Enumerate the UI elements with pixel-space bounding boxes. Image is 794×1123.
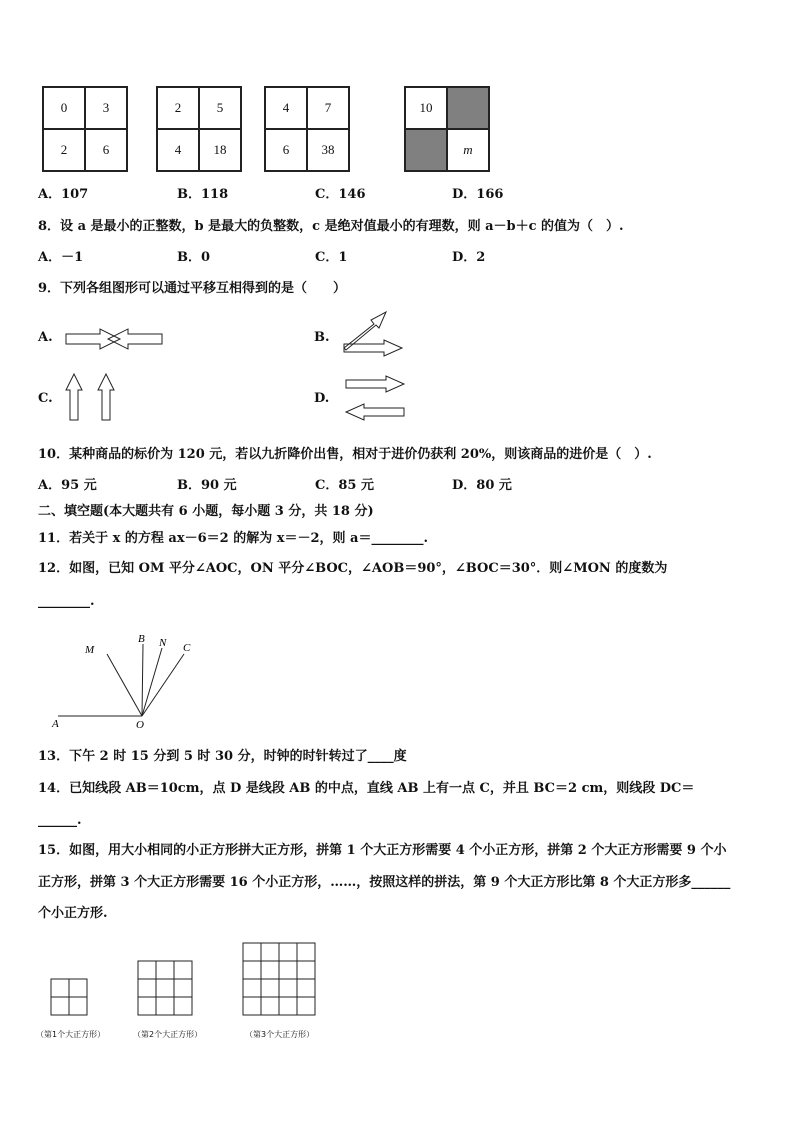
grid-cell-shaded [447, 87, 489, 129]
q7-grid-2 [156, 86, 242, 172]
q10-option-c[interactable]: C．85 元 [315, 478, 374, 493]
q13-text: 13．下午 2 时 15 分到 5 时 30 分，时钟的时针转过了____度 [38, 749, 407, 764]
q10-option-a[interactable]: A．95 元 [38, 478, 97, 493]
section-heading: 二、填空题(本大题共有 6 小题，每小题 3 分，共 18 分) [38, 504, 374, 519]
q8-option-b[interactable]: B．0 [177, 250, 211, 265]
q9-figure-a [64, 326, 166, 352]
q14-blank: ______. [38, 813, 82, 828]
label-b: B [138, 633, 145, 645]
grid-cell: 4 [157, 129, 199, 171]
q9-text: 9．下列各组图形可以通过平移互相得到的是（ ） [38, 281, 347, 296]
q7-option-b[interactable]: B．118 [177, 187, 229, 202]
q7-grid-4 [404, 86, 490, 172]
q15-square-3 [242, 942, 318, 1018]
q8-option-a[interactable]: A．－1 [38, 250, 84, 265]
q15-caption-1: （第1个大正方形） [36, 1030, 106, 1039]
grid-cell: 2 [43, 129, 85, 171]
q10-option-d[interactable]: D．80 元 [452, 478, 512, 493]
q14-text: 14．已知线段 AB＝10cm，点 D 是线段 AB 的中点，直线 AB 上有一点 C，并且 BC＝2 cm，则线段 DC＝ [38, 781, 695, 796]
q9-option-d-label[interactable]: D. [314, 391, 330, 406]
grid-cell: m [447, 129, 489, 171]
q15-text-1: 15．如图，用大小相同的小正方形拼大正方形，拼第 1 个大正方形需要 4 个小正方形，拼第 2 个大正方形需要 9 个小 [38, 843, 727, 858]
q7-option-d[interactable]: D．166 [452, 187, 504, 202]
label-a: A [52, 718, 59, 730]
label-c: C [183, 642, 191, 654]
q7-grid-1 [42, 86, 128, 172]
q7-option-a[interactable]: A．107 [38, 187, 89, 202]
label-n: N [159, 637, 167, 649]
q15-caption-3: （第3个大正方形） [245, 1030, 315, 1039]
q15-text-2: 正方形，拼第 3 个大正方形需要 16 个小正方形，……，按照这样的拼法，第 9 个大正方形比第 8 个大正方形多______ [38, 875, 731, 890]
q9-option-c-label[interactable]: C. [38, 391, 53, 406]
q10-text: 10．某种商品的标价为 120 元，若以九折降价出售，相对于进价仍获利 20%，则该商品的进价是（ ）. [38, 447, 652, 462]
grid-cell: 7 [307, 87, 349, 129]
grid-cell: 3 [85, 87, 127, 129]
q12-text: 12．如图，已知 OM 平分∠AOC，ON 平分∠BOC，∠AOB＝90°，∠BOC＝30°．则∠MON 的度数为 [38, 561, 668, 576]
grid-cell: 2 [157, 87, 199, 129]
grid-cell: 0 [43, 87, 85, 129]
q9-figure-d [342, 374, 408, 422]
grid-cell: 5 [199, 87, 241, 129]
q12-angle-figure [50, 630, 210, 730]
q11-text: 11．若关于 x 的方程 ax－6＝2 的解为 x＝－2，则 a＝________. [38, 531, 429, 546]
grid-cell: 38 [307, 129, 349, 171]
q9-figure-c [64, 372, 120, 422]
label-m: M [85, 644, 95, 656]
q15-square-1 [50, 978, 90, 1018]
q9-option-b-label[interactable]: B. [314, 330, 330, 345]
q9-figure-b [340, 308, 406, 358]
grid-cell: 10 [405, 87, 447, 129]
q10-option-b[interactable]: B．90 元 [177, 478, 237, 493]
label-o: O [136, 719, 144, 730]
q15-square-2 [137, 960, 195, 1018]
q9-option-a-label[interactable]: A. [38, 330, 53, 345]
grid-cell: 18 [199, 129, 241, 171]
q8-option-d[interactable]: D．2 [452, 250, 486, 265]
grid-cell: 4 [265, 87, 307, 129]
q8-text: 8．设 a 是最小的正整数，b 是最大的负整数，c 是绝对值最小的有理数，则 a－b＋c 的值为（ ）. [38, 219, 624, 234]
q12-blank: ________. [38, 594, 95, 609]
q7-option-c[interactable]: C．146 [315, 187, 366, 202]
q7-grid-3 [264, 86, 350, 172]
grid-cell: 6 [265, 129, 307, 171]
q15-text-3: 个小正方形. [38, 906, 108, 921]
grid-cell-shaded [405, 129, 447, 171]
grid-cell: 6 [85, 129, 127, 171]
q15-caption-2: （第2个大正方形） [133, 1030, 203, 1039]
q8-option-c[interactable]: C．1 [315, 250, 348, 265]
